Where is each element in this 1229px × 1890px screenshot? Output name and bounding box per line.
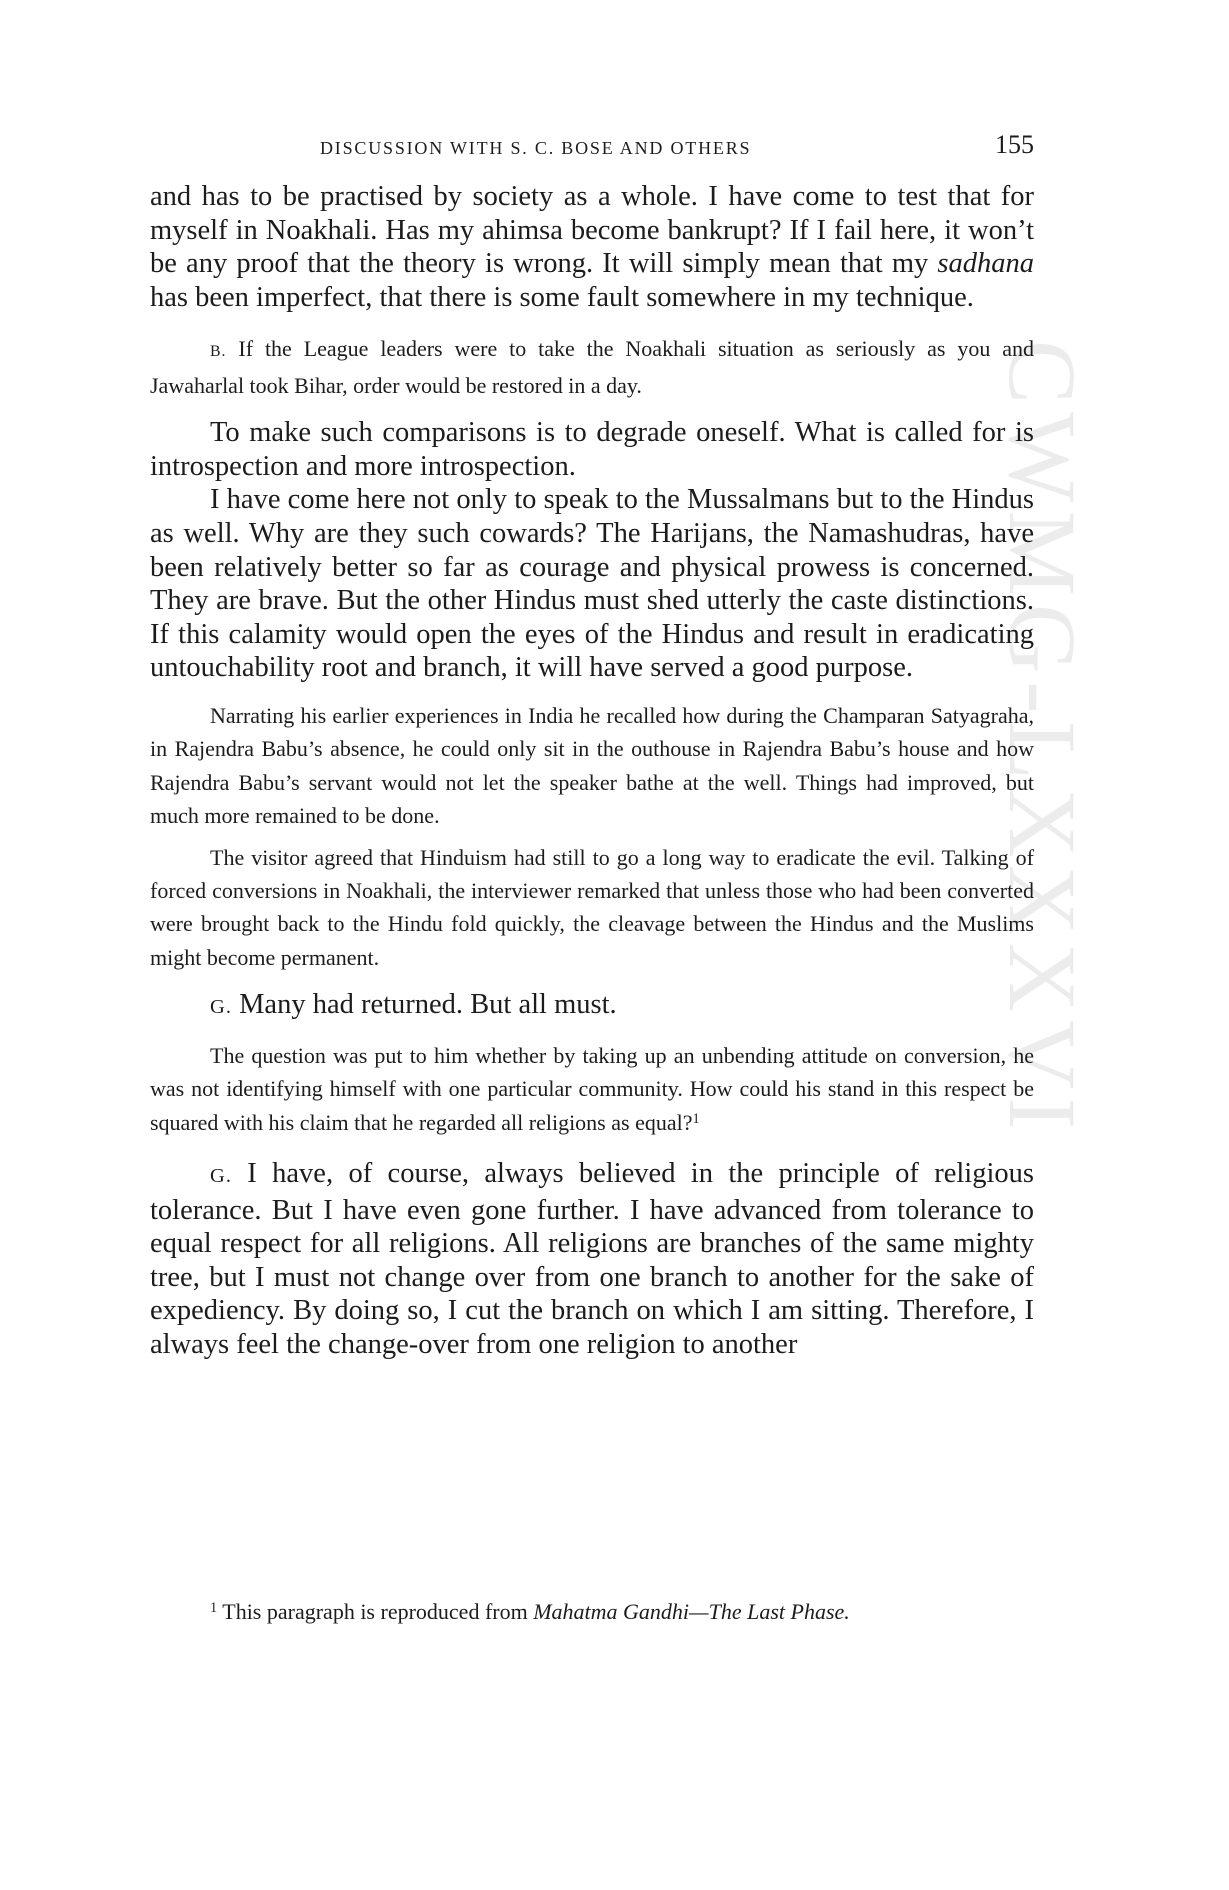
paragraph-text: and has to be practised by society as a whole. I have come to test that for myself in Noakhali. Has my ahimsa become bankrupt? If I fail here, it won’t be any proof that the theory is wrong. It will simply mean that my <box>150 181 1034 280</box>
page-header <box>150 130 1034 170</box>
paragraph-text: Many had returned. But all must. <box>231 989 617 1021</box>
paragraph <box>150 180 1034 314</box>
paragraph: The visitor agreed that Hinduism had still to go a long way to eradicate the evil. Talking of forced conversions in Noakhali, the interviewer remarked that unless those who had been converted were brought back to the Hindu fold quickly, the cleavage between the Hindus and the Muslims might become permanent. <box>150 844 1034 970</box>
paragraph: I have come here not only to speak to the Mussalmans but to the Hindus as well. Why are they such cowards? The Harijans, the Namashudras, have been relatively better so far as courage and physical prowess is concerned. They are brave. But the other Hindus must shed utterly the caste distinctions. If this calamity would open the eyes of the Hindus and result in eradicating untouchability root and branch, it will have served a good purpose. <box>150 484 1034 684</box>
speaker-label: B. <box>210 343 227 361</box>
paragraph-text: The question was put to him whether by taking up an unbending attitude on conversion, he was not identifying himself with one particular community. How could his stand in this respect be squared with his claim that he regarded all religions as equal? <box>150 1042 1034 1135</box>
running-head: DISCUSSION WITH S. C. BOSE AND OTHERS <box>320 138 752 158</box>
paragraph-text: has been imperfect, that there is some fault somewhere in my technique. <box>150 281 974 313</box>
paragraph-text: I have, of course, always believed in the principle of religious tolerance. But I have even gone further. I have advanced from tolerance to equal respect for all religions. All religions are branches of the same mighty tree, but I must not change over from one branch to another for the sake of expediency. By doing so, I cut the branch on which I am sitting. Therefore, I always feel the change-over from one religion to another <box>150 1158 1034 1360</box>
page-body <box>150 180 1034 1362</box>
footnote-source: Mahatma Gandhi—The Last Phase. <box>533 1599 850 1624</box>
italic-term: sadhana <box>937 248 1034 280</box>
paragraph-text: If the League leaders were to take the Noakhali situation as seriously as you and Jawaharlal took Bihar, order would be restored in a day. <box>150 336 1034 398</box>
page-number: 155 <box>995 130 1034 159</box>
paragraph <box>150 1039 1034 1139</box>
speaker-label: G. <box>210 1165 232 1187</box>
paragraph: Narrating his earlier experiences in India he recalled how during the Champaran Satyagraha, in Rajendra Babu’s absence, he could only sit in the outhouse in Rajendra Babu’s house and how Rajendra Babu’s servant would not let the speaker bathe at the well. Things had improved, but much more remained to be done. <box>150 702 1034 829</box>
paragraph <box>150 988 1034 1025</box>
footnote <box>210 1597 1034 1627</box>
paragraph: To make such comparisons is to degrade oneself. What is called for is introspection and more introspection. <box>150 417 1034 482</box>
footnote-text: This paragraph is reproduced from <box>217 1599 534 1624</box>
footnote-marker: 1 <box>692 1110 700 1127</box>
watermark: CWMG-LXXXVI <box>989 340 1096 1138</box>
speaker-label: G. <box>210 996 232 1019</box>
paragraph <box>150 332 1034 402</box>
footnote-marker: 1 <box>210 1599 218 1616</box>
paragraph <box>150 1157 1034 1362</box>
